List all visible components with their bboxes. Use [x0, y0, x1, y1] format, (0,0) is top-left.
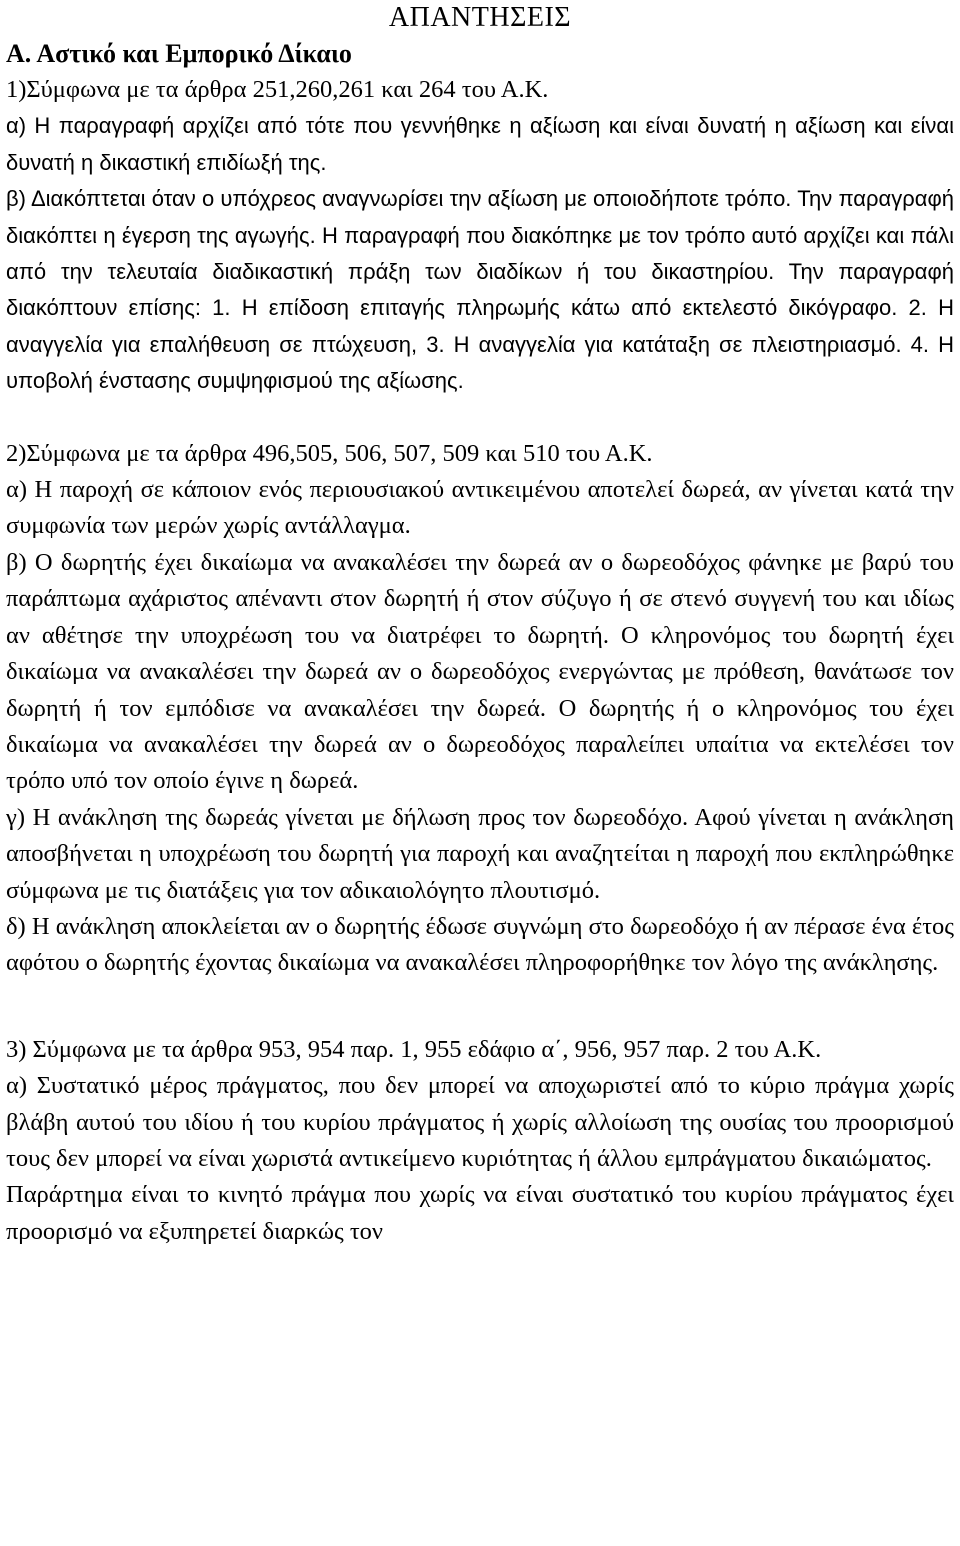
question-3-answer-a: α) Συστατικό μέρος πράγματος, που δεν μπορεί να αποχωριστεί από το κύριο πράγμα χωρίς βλάβη αυτού του ιδίου ή του κυρίου πράγματος ή χωρίς αλλοίωση της ουσίας του προορισμού τους δεν μπορεί να είναι χωριστά αντικείμενο κυριότητας ή άλλου εμπράγματου δικαιώματος.	[6, 1072, 954, 1172]
document-title: ΑΠΑΝΤΗΣΕΙΣ	[388, 2, 572, 33]
question-2-answer-c: γ) Η ανάκληση της δωρεάς γίνεται με δήλωση προς τον δωρεοδόχο. Αφού γίνεται η ανάκληση αποσβήνεται η υποχρέωση του δωρητή για παροχή και αναζητείται η παροχή που εκπληρώθηκε σύμφωνα με τις διατάξεις για τον αδικαιολόγητο πλουτισμό.	[6, 803, 954, 904]
question-2-answer-d: δ) Η ανάκληση αποκλείεται αν ο δωρητής έδωσε συγνώμη στο δωρεοδόχο ή αν πέρασε ένα έτος αφότου ο δωρητής έχοντας δικαίωμα να ανακαλέσει πληροφορήθηκε τον λόγο της ανάκλησης.	[6, 912, 954, 977]
question-1-answer-a: α) Η παραγραφή αρχίζει από τότε που γεννήθηκε η αξίωση και είναι δυνατή η αξίωση και είναι δυνατή η δικαστική επιδίωξή της.	[6, 113, 954, 175]
question-3-header: 3) Σύμφωνα με τα άρθρα 953, 954 παρ. 1, 955 εδάφιο α΄, 956, 957 παρ. 2 του Α.Κ.	[6, 1035, 822, 1063]
question-2-answer-b: β) Ο δωρητής έχει δικαίωμα να ανακαλέσει την δωρεά αν ο δωρεοδόχος φάνηκε με βαρύ του παράπτωμα αχάριστος απέναντι στον δωρητή ή στον σύζυγο ή σε στενό συγγενή του και ιδίως αν αθέτησε την υποχρέωση του να διατρέφει το δωρητή. Ο κληρονόμος του δωρητή έχει δικαίωμα να ανακαλέσει την δωρεά αν ο δωρεοδόχος ενεργώντας με πρόθεση, θανάτωσε τον δωρητή ή τον εμπόδισε να ανακαλέσει την δωρεά. Ο δωρητής ή ο κληρονόμος του έχει δικαίωμα να ανακαλέσει την δωρεά αν ο δωρεοδόχος παραλείπει υπαίτια να εκτελέσει τον τρόπο υπό τον οποίο έγινε η δωρεά.	[6, 548, 954, 795]
question-1-header: 1)Σύμφωνα με τα άρθρα 251,260,261 και 264 του Α.Κ.	[6, 76, 549, 103]
section-heading: Α. Αστικό και Εμπορικό Δίκαιο	[6, 39, 352, 68]
document-page	[6, 0, 954, 1250]
question-3-paragraph: Παράρτημα είναι το κινητό πράγμα που χωρίς να είναι συστατικό του κυρίου πράγματος έχει προορισμό να εξυπηρετεί διαρκώς τον	[6, 1181, 954, 1245]
question-2-header: 2)Σύμφωνα με τα άρθρα 496,505, 506, 507, 509 και 510 του Α.Κ.	[6, 439, 653, 467]
question-1-answer-b: β) Διακόπτεται όταν ο υπόχρεος αναγνωρίσει την αξίωση με οποιοδήποτε τρόπο. Την παραγραφή διακόπτει η έγερση της αγωγής. Η παραγραφή που διακόπηκε με τον τρόπο αυτό αρχίζει και πάλι από την τελευταία διαδικαστική πράξη των διαδίκων ή του δικαστηρίου. Την παραγραφή διακόπτουν επίσης: 1. Η επίδοση επιταγής πληρωμής κάτω από εκτελεστό δικόγραφο. 2. Η αναγγελία για επαλήθευση σε πτώχευση, 3. Η αναγγελία για κατάταξη σε πλειστηριασμό. 4. Η υποβολή ένστασης συμψηφισμού της αξίωσης.	[6, 186, 954, 394]
spacer	[6, 982, 954, 1032]
spacer	[6, 400, 954, 436]
question-2-answer-a: α) Η παροχή σε κάποιον ενός περιουσιακού αντικειμένου αποτελεί δωρεά, αν γίνεται κατά την συμφωνία των μερών χωρίς αντάλλαγμα.	[6, 476, 954, 540]
